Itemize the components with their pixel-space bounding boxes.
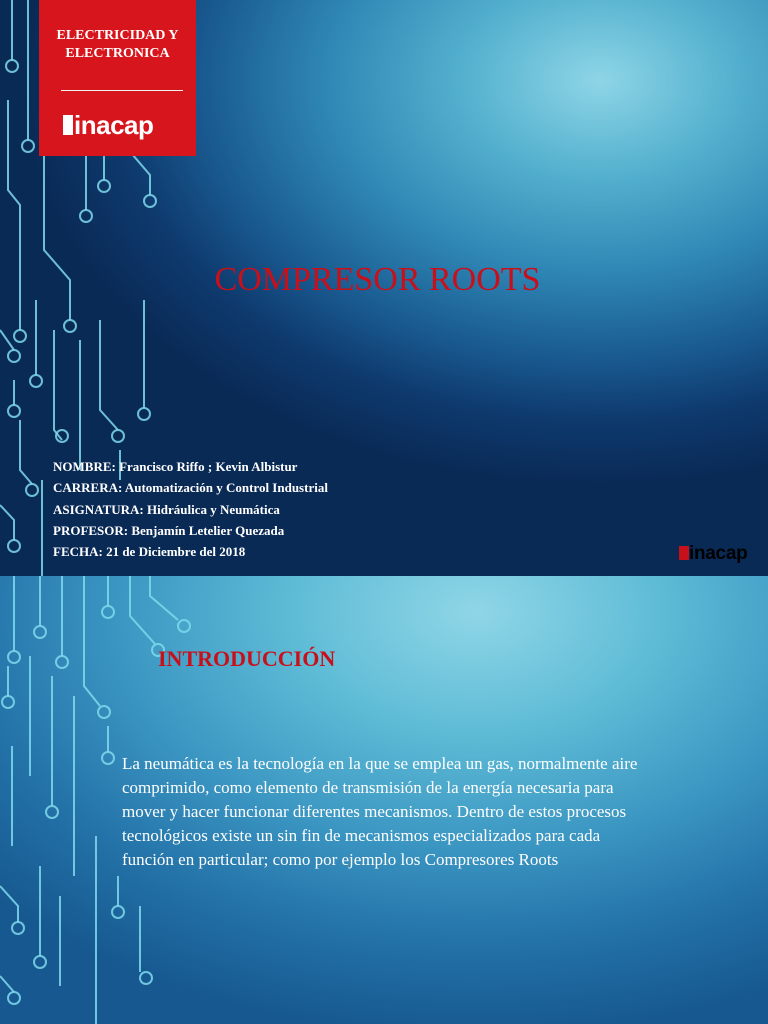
brand-header-box xyxy=(39,0,196,156)
info-name: NOMBRE: Francisco Riffo ; Kevin Albistur xyxy=(53,459,298,474)
logo-text: inacap xyxy=(74,110,154,140)
department-label: ELECTRICIDAD Y ELECTRONICA xyxy=(56,28,179,61)
introduction-paragraph: La neumática es la tecnología en la que se emplea un gas, normalmente aire comprimido, como elemento de transmisión de la energía necesaria para mover y hacer funcionar diferentes mecanismos. Dentro de estos procesos tecnológicos existe un sin fin de mecanismos especializados para cada función en particular; como por ejemplo los Compresores Roots xyxy=(122,754,638,869)
info-date: FECHA: 21 de Diciembre del 2018 xyxy=(53,544,246,560)
divider xyxy=(61,90,183,91)
slide-title: COMPRESOR ROOTS xyxy=(214,261,541,298)
section-title: INTRODUCCIÓN xyxy=(158,646,336,671)
info-professor: PROFESOR: Benjamín Letelier Quezada xyxy=(53,522,285,538)
student-info xyxy=(53,456,328,562)
corner-inacap-logo-icon xyxy=(679,543,747,565)
corner-logo-text: inacap xyxy=(689,543,748,564)
inacap-logo-icon xyxy=(63,110,153,140)
corner-logo-mark xyxy=(679,546,689,560)
info-subject: ASIGNATURA: Hidráulica y Neumática xyxy=(53,501,280,517)
logo-mark xyxy=(63,115,73,135)
info-career: CARRERA: Automatización y Control Industrial xyxy=(53,480,328,496)
